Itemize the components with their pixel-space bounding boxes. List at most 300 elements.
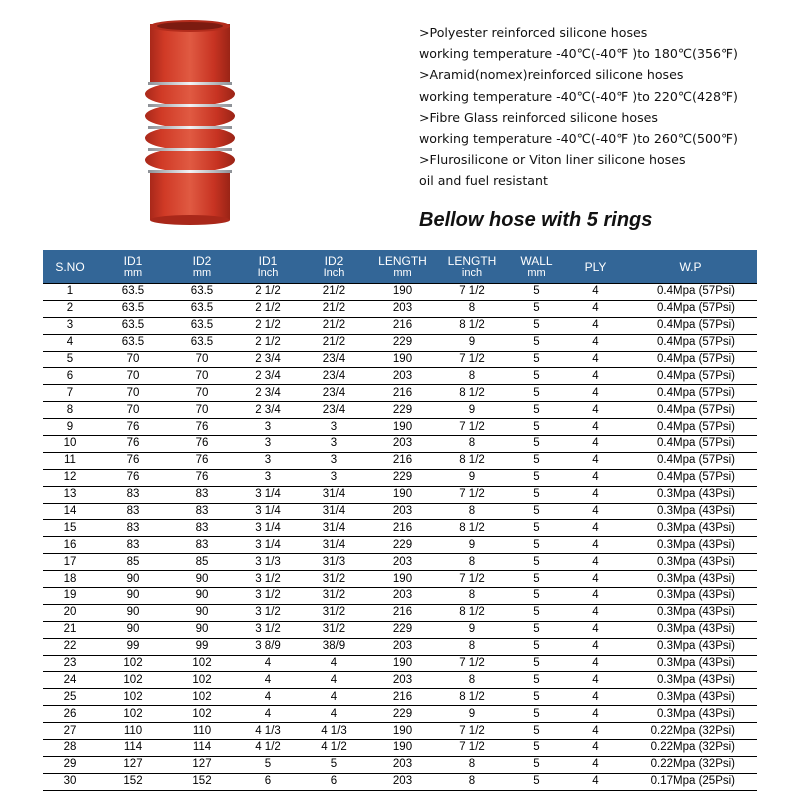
cell-length-inch: 8 1/2	[438, 452, 506, 469]
cell-length-inch: 7 1/2	[438, 284, 506, 301]
cell-id1-mm: 102	[97, 655, 169, 672]
cell-id2-inch: 31/3	[301, 554, 367, 571]
table-body	[43, 284, 757, 791]
spec-line: >Flurosilicone or Viton liner silicone hoses	[419, 152, 686, 168]
cell-ply: 4	[567, 402, 624, 419]
cell-id2-inch: 3	[301, 469, 367, 486]
cell-id2-mm: 90	[169, 588, 235, 605]
cell-length-mm: 216	[367, 317, 438, 334]
cell-id1-mm: 110	[97, 723, 169, 740]
cell-ply: 4	[567, 452, 624, 469]
cell-ply: 4	[567, 284, 624, 301]
cell-working-pressure: 0.4Mpa (57Psi)	[624, 368, 757, 385]
cell-length-mm: 216	[367, 452, 438, 469]
cell-id1-inch: 3	[235, 419, 301, 436]
bellow-hose-product-image	[140, 18, 250, 228]
cell-id1-inch: 3	[235, 436, 301, 453]
table-row	[43, 368, 757, 385]
table-row	[43, 351, 757, 368]
header-working-pressure: W.P	[624, 250, 757, 284]
cell-working-pressure: 0.4Mpa (57Psi)	[624, 452, 757, 469]
table-row	[43, 588, 757, 605]
cell-id2-inch: 3	[301, 436, 367, 453]
cell-wall-mm: 5	[506, 317, 567, 334]
cell-id2-inch: 21/2	[301, 317, 367, 334]
cell-length-mm: 203	[367, 773, 438, 790]
cell-ply: 4	[567, 368, 624, 385]
cell-length-inch: 7 1/2	[438, 723, 506, 740]
cell-id1-inch: 4	[235, 655, 301, 672]
header-length-inch: LENGTH inch	[438, 250, 506, 284]
cell-id2-mm: 63.5	[169, 300, 235, 317]
cell-sno: 17	[43, 554, 97, 571]
cell-id2-inch: 23/4	[301, 385, 367, 402]
cell-working-pressure: 0.3Mpa (43Psi)	[624, 706, 757, 723]
cell-length-inch: 9	[438, 402, 506, 419]
table-row	[43, 537, 757, 554]
cell-id2-mm: 76	[169, 419, 235, 436]
cell-id2-mm: 83	[169, 537, 235, 554]
cell-ply: 4	[567, 588, 624, 605]
cell-wall-mm: 5	[506, 537, 567, 554]
cell-ply: 4	[567, 723, 624, 740]
cell-sno: 29	[43, 756, 97, 773]
cell-working-pressure: 0.3Mpa (43Psi)	[624, 588, 757, 605]
table-row	[43, 317, 757, 334]
cell-length-mm: 216	[367, 520, 438, 537]
cell-sno: 20	[43, 604, 97, 621]
cell-ply: 4	[567, 740, 624, 757]
cell-sno: 9	[43, 419, 97, 436]
cell-id2-inch: 21/2	[301, 284, 367, 301]
cell-id2-inch: 38/9	[301, 638, 367, 655]
cell-id1-mm: 102	[97, 706, 169, 723]
cell-length-inch: 8	[438, 672, 506, 689]
cell-id1-inch: 2 1/2	[235, 300, 301, 317]
cell-id2-inch: 4	[301, 689, 367, 706]
cell-length-inch: 9	[438, 334, 506, 351]
cell-id1-mm: 90	[97, 588, 169, 605]
cell-id1-inch: 6	[235, 773, 301, 790]
cell-working-pressure: 0.4Mpa (57Psi)	[624, 300, 757, 317]
cell-id2-inch: 4	[301, 706, 367, 723]
cell-working-pressure: 0.3Mpa (43Psi)	[624, 621, 757, 638]
cell-length-mm: 190	[367, 571, 438, 588]
cell-id1-mm: 70	[97, 402, 169, 419]
table-row	[43, 723, 757, 740]
cell-id2-mm: 110	[169, 723, 235, 740]
cell-id1-mm: 99	[97, 638, 169, 655]
cell-ply: 4	[567, 317, 624, 334]
cell-ply: 4	[567, 334, 624, 351]
cell-wall-mm: 5	[506, 351, 567, 368]
cell-ply: 4	[567, 486, 624, 503]
cell-id2-mm: 63.5	[169, 284, 235, 301]
cell-id2-inch: 4	[301, 655, 367, 672]
cell-ply: 4	[567, 520, 624, 537]
cell-wall-mm: 5	[506, 284, 567, 301]
cell-id2-mm: 102	[169, 689, 235, 706]
cell-id2-inch: 23/4	[301, 351, 367, 368]
cell-length-mm: 229	[367, 334, 438, 351]
cell-ply: 4	[567, 689, 624, 706]
cell-id2-mm: 99	[169, 638, 235, 655]
cell-length-mm: 203	[367, 300, 438, 317]
table-row	[43, 740, 757, 757]
spec-line: >Fibre Glass reinforced silicone hoses	[419, 109, 658, 125]
cell-length-mm: 190	[367, 486, 438, 503]
cell-length-mm: 216	[367, 604, 438, 621]
cell-ply: 4	[567, 537, 624, 554]
cell-working-pressure: 0.3Mpa (43Psi)	[624, 554, 757, 571]
cell-id2-inch: 31/2	[301, 604, 367, 621]
cell-id2-mm: 114	[169, 740, 235, 757]
cell-working-pressure: 0.4Mpa (57Psi)	[624, 351, 757, 368]
cell-length-inch: 8	[438, 554, 506, 571]
cell-id1-inch: 3 1/4	[235, 537, 301, 554]
cell-id1-inch: 2 3/4	[235, 351, 301, 368]
header-id1-inch: ID1 Inch	[235, 250, 301, 284]
cell-working-pressure: 0.3Mpa (43Psi)	[624, 655, 757, 672]
cell-length-inch: 8	[438, 368, 506, 385]
cell-length-mm: 190	[367, 655, 438, 672]
cell-working-pressure: 0.17Mpa (25Psi)	[624, 773, 757, 790]
table-row	[43, 554, 757, 571]
cell-length-mm: 190	[367, 740, 438, 757]
table-row	[43, 436, 757, 453]
cell-length-inch: 8	[438, 756, 506, 773]
cell-sno: 27	[43, 723, 97, 740]
cell-id2-mm: 76	[169, 436, 235, 453]
cell-working-pressure: 0.3Mpa (43Psi)	[624, 503, 757, 520]
cell-ply: 4	[567, 621, 624, 638]
cell-id1-mm: 114	[97, 740, 169, 757]
cell-working-pressure: 0.4Mpa (57Psi)	[624, 402, 757, 419]
cell-length-inch: 9	[438, 469, 506, 486]
cell-length-inch: 8 1/2	[438, 520, 506, 537]
cell-working-pressure: 0.4Mpa (57Psi)	[624, 436, 757, 453]
cell-working-pressure: 0.4Mpa (57Psi)	[624, 385, 757, 402]
cell-id2-inch: 31/4	[301, 520, 367, 537]
cell-length-inch: 7 1/2	[438, 655, 506, 672]
cell-wall-mm: 5	[506, 368, 567, 385]
cell-length-inch: 8	[438, 436, 506, 453]
cell-sno: 21	[43, 621, 97, 638]
header-sno: S.NO	[43, 250, 97, 284]
cell-wall-mm: 5	[506, 334, 567, 351]
cell-ply: 4	[567, 300, 624, 317]
cell-id2-mm: 90	[169, 621, 235, 638]
cell-id1-mm: 76	[97, 469, 169, 486]
cell-sno: 18	[43, 571, 97, 588]
table-row	[43, 604, 757, 621]
table-row	[43, 452, 757, 469]
cell-wall-mm: 5	[506, 604, 567, 621]
cell-length-mm: 229	[367, 469, 438, 486]
cell-length-inch: 7 1/2	[438, 351, 506, 368]
cell-id2-inch: 23/4	[301, 402, 367, 419]
spec-line: >Aramid(nomex)reinforced silicone hoses	[419, 67, 684, 83]
cell-id1-mm: 90	[97, 571, 169, 588]
cell-ply: 4	[567, 756, 624, 773]
cell-id2-mm: 70	[169, 351, 235, 368]
cell-length-mm: 229	[367, 706, 438, 723]
cell-wall-mm: 5	[506, 706, 567, 723]
cell-wall-mm: 5	[506, 469, 567, 486]
table-row	[43, 571, 757, 588]
cell-wall-mm: 5	[506, 571, 567, 588]
cell-ply: 4	[567, 706, 624, 723]
cell-id1-mm: 76	[97, 452, 169, 469]
cell-ply: 4	[567, 419, 624, 436]
cell-id1-mm: 63.5	[97, 300, 169, 317]
table-header-row	[43, 250, 757, 284]
cell-length-inch: 8	[438, 773, 506, 790]
cell-sno: 28	[43, 740, 97, 757]
cell-length-mm: 203	[367, 436, 438, 453]
cell-working-pressure: 0.3Mpa (43Psi)	[624, 486, 757, 503]
cell-id1-mm: 76	[97, 436, 169, 453]
cell-id1-inch: 3 1/4	[235, 520, 301, 537]
cell-length-mm: 229	[367, 402, 438, 419]
cell-length-mm: 190	[367, 284, 438, 301]
cell-length-inch: 9	[438, 706, 506, 723]
cell-wall-mm: 5	[506, 672, 567, 689]
cell-wall-mm: 5	[506, 638, 567, 655]
cell-length-inch: 8 1/2	[438, 385, 506, 402]
spec-line: working temperature -40℃(-40℉ )to 260℃(500℉)	[419, 131, 738, 147]
cell-sno: 8	[43, 402, 97, 419]
cell-sno: 7	[43, 385, 97, 402]
cell-sno: 16	[43, 537, 97, 554]
cell-length-mm: 203	[367, 368, 438, 385]
cell-length-mm: 190	[367, 723, 438, 740]
header-id2-mm: ID2 mm	[169, 250, 235, 284]
cell-id1-inch: 3 1/2	[235, 588, 301, 605]
cell-ply: 4	[567, 773, 624, 790]
cell-sno: 25	[43, 689, 97, 706]
cell-ply: 4	[567, 503, 624, 520]
table-row	[43, 706, 757, 723]
table-row	[43, 638, 757, 655]
table-row	[43, 672, 757, 689]
cell-sno: 1	[43, 284, 97, 301]
cell-id1-mm: 83	[97, 537, 169, 554]
cell-wall-mm: 5	[506, 773, 567, 790]
cell-wall-mm: 5	[506, 419, 567, 436]
cell-id1-inch: 3 1/2	[235, 571, 301, 588]
cell-id2-mm: 152	[169, 773, 235, 790]
cell-sno: 10	[43, 436, 97, 453]
spec-line: oil and fuel resistant	[419, 173, 548, 189]
table-row	[43, 655, 757, 672]
cell-wall-mm: 5	[506, 385, 567, 402]
cell-wall-mm: 5	[506, 723, 567, 740]
cell-id2-inch: 31/2	[301, 621, 367, 638]
header-length-mm: LENGTH mm	[367, 250, 438, 284]
cell-id1-inch: 3	[235, 469, 301, 486]
cell-ply: 4	[567, 469, 624, 486]
cell-length-mm: 229	[367, 537, 438, 554]
cell-id2-mm: 85	[169, 554, 235, 571]
cell-ply: 4	[567, 604, 624, 621]
cell-id2-inch: 3	[301, 419, 367, 436]
cell-id1-mm: 70	[97, 351, 169, 368]
table-row	[43, 689, 757, 706]
cell-sno: 4	[43, 334, 97, 351]
cell-working-pressure: 0.3Mpa (43Psi)	[624, 537, 757, 554]
cell-wall-mm: 5	[506, 503, 567, 520]
table-row	[43, 402, 757, 419]
cell-sno: 23	[43, 655, 97, 672]
red-bellow-hose-icon	[140, 18, 250, 228]
table-row	[43, 756, 757, 773]
table-row	[43, 385, 757, 402]
cell-id2-mm: 63.5	[169, 334, 235, 351]
cell-length-mm: 216	[367, 689, 438, 706]
table-row	[43, 284, 757, 301]
cell-working-pressure: 0.4Mpa (57Psi)	[624, 334, 757, 351]
cell-id1-inch: 2 3/4	[235, 368, 301, 385]
cell-id1-inch: 2 1/2	[235, 334, 301, 351]
cell-working-pressure: 0.4Mpa (57Psi)	[624, 419, 757, 436]
cell-length-mm: 216	[367, 385, 438, 402]
cell-length-inch: 8 1/2	[438, 317, 506, 334]
cell-id1-inch: 2 3/4	[235, 402, 301, 419]
cell-sno: 30	[43, 773, 97, 790]
cell-id2-mm: 76	[169, 452, 235, 469]
cell-id1-mm: 70	[97, 385, 169, 402]
cell-id2-mm: 83	[169, 486, 235, 503]
cell-id2-mm: 70	[169, 385, 235, 402]
cell-sno: 6	[43, 368, 97, 385]
cell-working-pressure: 0.3Mpa (43Psi)	[624, 520, 757, 537]
hose-material-specs	[419, 22, 789, 192]
cell-id1-mm: 102	[97, 689, 169, 706]
cell-wall-mm: 5	[506, 588, 567, 605]
table-row	[43, 486, 757, 503]
cell-id2-mm: 70	[169, 368, 235, 385]
cell-working-pressure: 0.22Mpa (32Psi)	[624, 723, 757, 740]
cell-id2-mm: 127	[169, 756, 235, 773]
cell-id1-mm: 127	[97, 756, 169, 773]
cell-id1-mm: 85	[97, 554, 169, 571]
cell-id1-mm: 90	[97, 604, 169, 621]
cell-ply: 4	[567, 638, 624, 655]
cell-id1-inch: 2 1/2	[235, 284, 301, 301]
cell-id1-inch: 3 1/2	[235, 604, 301, 621]
cell-length-mm: 203	[367, 588, 438, 605]
header-id1-mm: ID1 mm	[97, 250, 169, 284]
cell-sno: 11	[43, 452, 97, 469]
cell-working-pressure: 0.3Mpa (43Psi)	[624, 672, 757, 689]
cell-length-mm: 190	[367, 351, 438, 368]
cell-wall-mm: 5	[506, 655, 567, 672]
cell-working-pressure: 0.22Mpa (32Psi)	[624, 756, 757, 773]
cell-id1-mm: 83	[97, 503, 169, 520]
cell-id2-inch: 4 1/2	[301, 740, 367, 757]
cell-id1-inch: 4	[235, 706, 301, 723]
table-row	[43, 469, 757, 486]
cell-id1-mm: 63.5	[97, 317, 169, 334]
cell-id1-mm: 63.5	[97, 284, 169, 301]
cell-length-inch: 9	[438, 621, 506, 638]
table-row	[43, 503, 757, 520]
cell-length-inch: 7 1/2	[438, 419, 506, 436]
table-row	[43, 773, 757, 790]
cell-id2-inch: 23/4	[301, 368, 367, 385]
cell-id2-mm: 70	[169, 402, 235, 419]
cell-id2-mm: 90	[169, 604, 235, 621]
cell-id1-mm: 63.5	[97, 334, 169, 351]
cell-wall-mm: 5	[506, 756, 567, 773]
cell-id1-inch: 2 1/2	[235, 317, 301, 334]
cell-length-inch: 7 1/2	[438, 740, 506, 757]
cell-id1-inch: 3 1/3	[235, 554, 301, 571]
table-row	[43, 419, 757, 436]
cell-wall-mm: 5	[506, 486, 567, 503]
cell-ply: 4	[567, 655, 624, 672]
cell-length-mm: 203	[367, 554, 438, 571]
cell-length-inch: 8 1/2	[438, 604, 506, 621]
cell-working-pressure: 0.4Mpa (57Psi)	[624, 284, 757, 301]
cell-length-inch: 8	[438, 638, 506, 655]
cell-ply: 4	[567, 351, 624, 368]
cell-ply: 4	[567, 672, 624, 689]
cell-id1-inch: 4	[235, 689, 301, 706]
cell-id2-inch: 6	[301, 773, 367, 790]
cell-wall-mm: 5	[506, 402, 567, 419]
table-row	[43, 334, 757, 351]
cell-id1-mm: 83	[97, 520, 169, 537]
cell-wall-mm: 5	[506, 689, 567, 706]
cell-id1-mm: 70	[97, 368, 169, 385]
header-wall-mm: WALL mm	[506, 250, 567, 284]
cell-length-inch: 8 1/2	[438, 689, 506, 706]
cell-sno: 12	[43, 469, 97, 486]
cell-id1-inch: 2 3/4	[235, 385, 301, 402]
cell-sno: 2	[43, 300, 97, 317]
cell-id1-mm: 76	[97, 419, 169, 436]
cell-id1-mm: 90	[97, 621, 169, 638]
cell-id1-mm: 152	[97, 773, 169, 790]
cell-id2-mm: 102	[169, 672, 235, 689]
cell-working-pressure: 0.3Mpa (43Psi)	[624, 638, 757, 655]
cell-working-pressure: 0.3Mpa (43Psi)	[624, 571, 757, 588]
cell-id1-inch: 3 8/9	[235, 638, 301, 655]
cell-sno: 24	[43, 672, 97, 689]
header-id2-inch: ID2 Inch	[301, 250, 367, 284]
cell-wall-mm: 5	[506, 452, 567, 469]
cell-id2-mm: 76	[169, 469, 235, 486]
cell-wall-mm: 5	[506, 740, 567, 757]
cell-id2-inch: 31/4	[301, 537, 367, 554]
cell-ply: 4	[567, 436, 624, 453]
cell-id1-inch: 3 1/4	[235, 503, 301, 520]
cell-id2-mm: 102	[169, 655, 235, 672]
cell-id2-inch: 31/4	[301, 503, 367, 520]
cell-length-inch: 8	[438, 300, 506, 317]
cell-id2-mm: 63.5	[169, 317, 235, 334]
cell-ply: 4	[567, 554, 624, 571]
cell-length-inch: 9	[438, 537, 506, 554]
table-row	[43, 300, 757, 317]
header-ply: PLY	[567, 250, 624, 284]
spec-line: working temperature -40℃(-40℉ )to 220℃(428℉)	[419, 88, 738, 104]
table-row	[43, 520, 757, 537]
cell-length-inch: 8	[438, 503, 506, 520]
cell-id1-inch: 3 1/2	[235, 621, 301, 638]
